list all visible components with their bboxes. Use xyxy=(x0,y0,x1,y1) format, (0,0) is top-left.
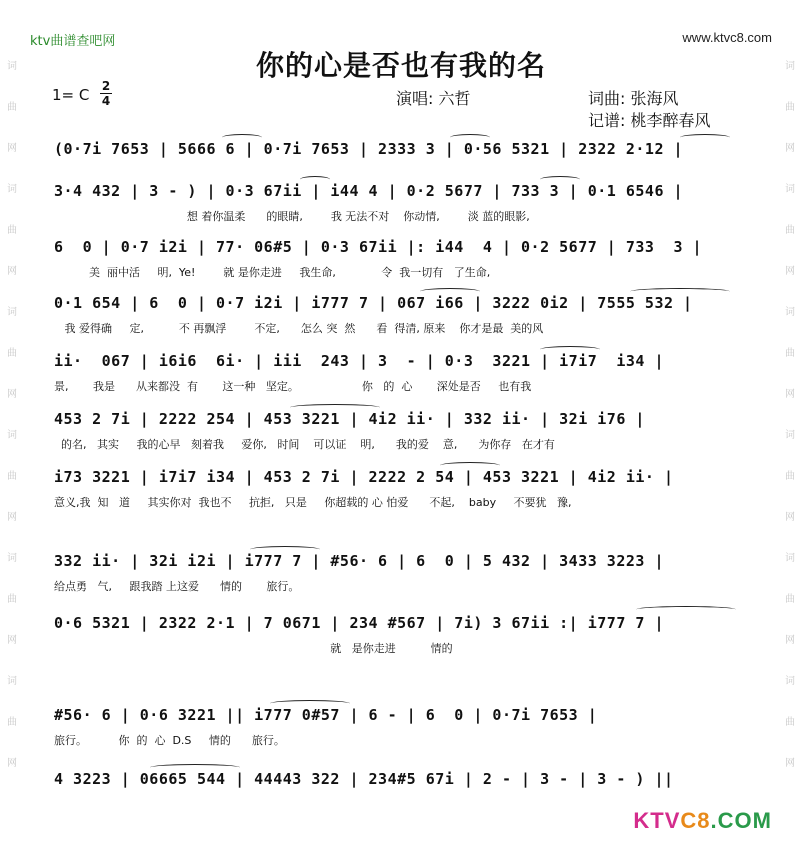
score-row xyxy=(54,294,750,344)
score-lyrics: 意义,我 知 道 其实你对 我也不 抗拒, 只是 你超载的 心 怕爱 不起, baby 不要犹 豫, xyxy=(54,496,572,509)
side-watermark-char: 曲 xyxy=(7,102,17,113)
score-notes: 332 ii· | 32i i2i | i777 7 | #56· 6 | 6 0 | 5 432 | 3433 3223 | xyxy=(54,552,664,570)
slur-mark xyxy=(630,288,730,295)
slur-mark xyxy=(222,134,262,141)
site-url-right[interactable]: www.ktvc8.com xyxy=(682,30,772,45)
score-row xyxy=(54,182,750,232)
key-signature: 1= C xyxy=(52,86,90,104)
slur-mark xyxy=(636,606,736,613)
singer-credit: 演唱: 六哲 xyxy=(396,89,471,108)
side-watermark-char: 词 xyxy=(785,430,795,441)
side-watermark-char: 词 xyxy=(7,676,17,687)
slur-mark xyxy=(290,404,380,411)
score-row xyxy=(54,238,750,288)
score-lyrics: 旅行。 你 的 心 D.S 情的 旅行。 xyxy=(54,734,285,747)
side-watermark-char: 词 xyxy=(785,61,795,72)
side-watermark-char: 曲 xyxy=(785,717,795,728)
side-watermark-char: 词 xyxy=(7,430,17,441)
side-watermark-char: 网 xyxy=(785,266,795,277)
side-watermark-char: 网 xyxy=(7,512,17,523)
logo-part-3: .COM xyxy=(710,808,772,833)
score-notes: 4 3223 | 06665 544 | 44443 322 | 234#5 67i | 2 - | 3 - | 3 - ) || xyxy=(54,770,674,788)
transcriber-credit: 记谱: 桃李醉春风 xyxy=(588,111,711,130)
score-notes: 453 2 7i | 2222 254 | 453 3221 | 4i2 ii· | 332 ii· | 32i i76 | xyxy=(54,410,645,428)
score-row xyxy=(54,352,750,402)
score-notes: i73 3221 | i7i7 i34 | 453 2 7i | 2222 2 54 | 453 3221 | 4i2 ii· | xyxy=(54,468,674,486)
side-watermark-char: 词 xyxy=(7,184,17,195)
score-row xyxy=(54,614,750,664)
side-watermark-char: 词 xyxy=(785,307,795,318)
score-lyrics: 给点勇 气, 跟我踏 上这爱 情的 旅行。 xyxy=(54,580,300,593)
song-title: 你的心是否也有我的名 xyxy=(255,49,546,82)
score-notes: #56· 6 | 0·6 3221 || i777 0#57 | 6 - | 6 0 | 0·7i 7653 | xyxy=(54,706,598,724)
side-watermark-char: 曲 xyxy=(785,225,795,236)
side-watermark-char: 网 xyxy=(785,758,795,769)
score-row xyxy=(54,552,750,602)
side-watermark-char: 词 xyxy=(7,61,17,72)
side-watermark-char: 网 xyxy=(7,389,17,400)
slur-mark xyxy=(540,346,600,353)
score-notes: 3·4 432 | 3 - ) | 0·3 67ii | i44 4 | 0·2 5677 | 733 3 | 0·1 6546 | xyxy=(54,182,684,200)
side-watermark-char: 网 xyxy=(785,635,795,646)
side-watermark-char: 曲 xyxy=(785,594,795,605)
score-notes: ii· 067 | i6i6 6i· | iii 243 | 3 - | 0·3 3221 | i7i7 i34 | xyxy=(54,352,664,370)
side-watermark-char: 网 xyxy=(7,758,17,769)
side-watermark-char: 网 xyxy=(7,635,17,646)
composer-credit: 词曲: 张海风 xyxy=(588,89,679,108)
side-watermark-char: 曲 xyxy=(7,471,17,482)
logo-part-2: C8 xyxy=(680,808,711,833)
score-lyrics: 的名, 其实 我的心早 刻着我 爱你, 时间 可以证 明, 我的爱 意, 为你存 在才有 xyxy=(54,438,555,451)
side-watermark-char: 网 xyxy=(7,143,17,154)
score-lyrics xyxy=(54,166,750,182)
side-watermark-char: 词 xyxy=(785,553,795,564)
side-watermark-char: 词 xyxy=(785,184,795,195)
score-lyrics: 想 着你温柔 的眼睛, 我 无法不对 你动情, 淡 蓝的眼影, xyxy=(54,210,530,223)
side-watermark-char: 网 xyxy=(785,143,795,154)
slur-mark xyxy=(150,764,240,771)
side-watermark-right xyxy=(782,60,798,798)
slur-mark xyxy=(250,546,320,553)
slur-mark xyxy=(450,134,490,141)
side-watermark-char: 曲 xyxy=(7,717,17,728)
slur-mark xyxy=(440,462,500,469)
side-watermark-left xyxy=(4,60,20,798)
side-watermark-char: 曲 xyxy=(785,348,795,359)
side-watermark-char: 词 xyxy=(7,553,17,564)
footer-logo xyxy=(633,808,772,834)
side-watermark-char: 词 xyxy=(7,307,17,318)
score-notes: (0·7i 7653 | 5666 6 | 0·7i 7653 | 2333 3 | 0·56 5321 | 2322 2·12 | xyxy=(54,140,684,158)
logo-part-1: KTV xyxy=(633,808,681,833)
side-watermark-char: 曲 xyxy=(785,102,795,113)
time-signature xyxy=(100,80,112,107)
score-notes: 0·1 654 | 6 0 | 0·7 i2i | i777 7 | 067 i66 | 3222 0i2 | 7555 532 | xyxy=(54,294,693,312)
score-row xyxy=(54,410,750,460)
time-top: 2 xyxy=(101,79,111,93)
score-row xyxy=(54,706,750,756)
score-lyrics: 美 丽中活 明, Ye! 就 是你走进 我生命, 令 我一切有 了生命, xyxy=(54,266,491,279)
side-watermark-char: 曲 xyxy=(785,471,795,482)
side-watermark-char: 网 xyxy=(7,266,17,277)
side-watermark-char: 网 xyxy=(785,389,795,400)
score-lyrics: 我 爱得确 定, 不 再飘浮 不定, 怎么 突 然 看 得清, 原来 你才是最 美的风 xyxy=(54,322,544,335)
score-notes: 6 0 | 0·7 i2i | 77· 06#5 | 0·3 67ii |: i44 4 | 0·2 5677 | 733 3 | xyxy=(54,238,703,256)
side-watermark-char: 曲 xyxy=(7,225,17,236)
site-name-left: ktv曲谱查吧网 xyxy=(30,34,116,49)
side-watermark-char: 词 xyxy=(785,676,795,687)
time-bottom: 4 xyxy=(101,94,111,108)
score-row xyxy=(54,468,750,518)
side-watermark-char: 曲 xyxy=(7,348,17,359)
slur-mark xyxy=(680,134,730,141)
slur-mark xyxy=(300,176,330,183)
score-lyrics: 就 是你走进 情的 xyxy=(54,642,453,655)
slur-mark xyxy=(270,700,350,707)
slur-mark xyxy=(420,288,480,295)
score-notes: 0·6 5321 | 2322 2·1 | 7 0671 | 234 #567 | 7i) 3 67ii :| i777 7 | xyxy=(54,614,664,632)
slur-mark xyxy=(540,176,580,183)
side-watermark-char: 曲 xyxy=(7,594,17,605)
score-lyrics: 景, 我是 从来都没 有 这一种 坚定。 你 的 心 深处是否 也有我 xyxy=(54,380,532,393)
side-watermark-char: 网 xyxy=(785,512,795,523)
